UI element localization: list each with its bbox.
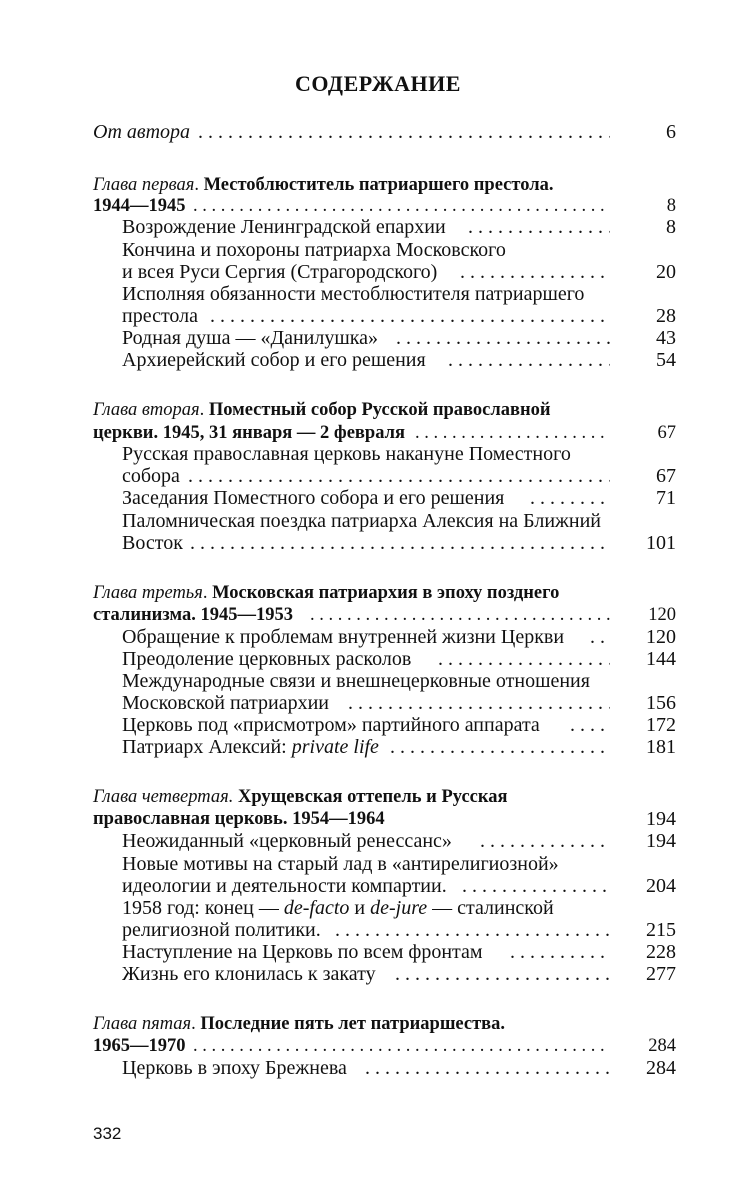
- page-num: 28: [656, 305, 676, 327]
- toc-entry[interactable]: [0, 326, 756, 350]
- toc-entry-cont[interactable]: [0, 531, 756, 555]
- page-num: 194: [646, 808, 676, 830]
- dot-leader: [188, 464, 610, 488]
- dot-leader: [390, 735, 610, 759]
- entry-text: престола: [122, 305, 199, 327]
- toc-entry[interactable]: [0, 625, 756, 649]
- dot-leader: [480, 829, 610, 853]
- entry-text: Церковь в эпоху Брежнева: [122, 1057, 347, 1079]
- entry-text: Паломническая поездка патриарха Алексия на Ближний: [122, 510, 601, 532]
- toc-entry-cont[interactable]: [0, 260, 756, 284]
- toc-entry[interactable]: [0, 486, 756, 510]
- chapter-label: Глава первая: [93, 175, 195, 195]
- chapter-title: сталинизма. 1945—1953: [93, 605, 293, 625]
- page-num: 120: [646, 626, 676, 648]
- page-num: 101: [646, 532, 676, 554]
- chapter-heading-cont[interactable]: [0, 1034, 756, 1058]
- chapter-page-row: [0, 807, 756, 831]
- chapter-title: церкви. 1945, 31 января — 2 февраля: [93, 423, 406, 443]
- entry-text: идеологии и деятельности компартии.: [122, 875, 447, 897]
- toc-entry[interactable]: [0, 348, 756, 372]
- entry-text: Преодоление церковных расколов: [122, 648, 412, 670]
- chapter-heading[interactable]: Глава вторая. Поместный собор Русской православной: [93, 400, 551, 420]
- chapter-heading[interactable]: Глава третья. Московская патриархия в эпоху позднего: [93, 583, 560, 603]
- toc-entry[interactable]: [0, 962, 756, 986]
- entry-text: Обращение к проблемам внутренней жизни Церкви: [122, 626, 565, 648]
- chapter-title: 1944—1945: [93, 196, 186, 216]
- chapter-title: 1965—1970: [93, 1036, 186, 1056]
- dot-leader: [310, 603, 610, 627]
- chapter-label: Глава вторая: [93, 400, 200, 420]
- dot-leader: [395, 962, 610, 986]
- toc-entry-cont[interactable]: [0, 304, 756, 328]
- toc-entry[interactable]: [0, 215, 756, 239]
- chapter-label: Глава пятая: [93, 1014, 192, 1034]
- dot-leader: [468, 215, 610, 239]
- page-num: 215: [646, 919, 676, 941]
- entry-text: Русская православная церковь накануне Поместного: [122, 443, 571, 465]
- entry-text: Родная душа — «Данилушка»: [122, 327, 379, 349]
- dot-leader: [348, 691, 610, 715]
- dot-leader: [590, 625, 610, 649]
- entry-text: и: [354, 897, 366, 919]
- dot-leader: [335, 918, 610, 942]
- entry-text: собора: [122, 465, 180, 487]
- page-num: 8: [666, 216, 676, 238]
- chapter-title: Хрущевская оттепель и Русская: [237, 787, 508, 807]
- page-num: 277: [646, 963, 676, 985]
- toc-entry[interactable]: [0, 940, 756, 964]
- entry-text: Международные связи и внешнецерковные отношения: [122, 670, 590, 692]
- entry-text: Исполняя обязанности местоблюстителя патриаршего: [122, 283, 585, 305]
- entry-text: Новые мотивы на старый лад в «антирелигиозной»: [122, 853, 559, 875]
- page-num: 8: [666, 196, 676, 216]
- toc-entry[interactable]: [0, 509, 756, 533]
- page-num: 172: [646, 714, 676, 736]
- toc-entry[interactable]: [0, 829, 756, 853]
- page-num: 6: [666, 121, 676, 143]
- toc-entry[interactable]: [0, 896, 756, 920]
- toc-entry[interactable]: [0, 1056, 756, 1080]
- toc-entry-cont[interactable]: [0, 918, 756, 942]
- entry-text: — сталинской: [432, 897, 554, 919]
- entry-text: Неожиданный «церковный ренессанс»: [122, 830, 452, 852]
- page-num: 43: [656, 327, 676, 349]
- entry-text: Заседания Поместного собора и его решения: [122, 487, 505, 509]
- page-num: 67: [657, 423, 676, 443]
- page-num: 71: [656, 487, 676, 509]
- chapter-label: Глава четвертая.: [93, 787, 234, 807]
- chapter-title: Местоблюститель патриаршего престола.: [203, 175, 554, 195]
- dot-leader: [530, 486, 610, 510]
- page-num: 284: [646, 1057, 676, 1079]
- page-num: 156: [646, 692, 676, 714]
- dot-leader: [365, 1056, 610, 1080]
- toc-entry[interactable]: [0, 852, 756, 876]
- toc-entry[interactable]: [0, 735, 756, 759]
- toc-entry-cont[interactable]: [0, 874, 756, 898]
- toc-entry[interactable]: [0, 282, 756, 306]
- chapter-title: Московская патриархия в эпоху позднего: [212, 583, 560, 603]
- page-num: 20: [656, 261, 676, 283]
- dot-leader: [570, 713, 610, 737]
- page-num: 194: [646, 830, 676, 852]
- dot-leader: [190, 531, 610, 555]
- dot-leader: [198, 120, 610, 144]
- page-num: 120: [648, 605, 676, 625]
- chapter-label: Глава третья: [93, 583, 203, 603]
- page-num: 181: [646, 736, 676, 758]
- entry-text: религиозной политики.: [122, 919, 321, 941]
- page-num: 67: [656, 465, 676, 487]
- entry-text: Восток: [122, 532, 183, 554]
- entry-text-italic: private life: [291, 736, 379, 758]
- entry-text: Кончина и похороны патриарха Московского: [122, 239, 506, 261]
- page-num: 228: [646, 941, 676, 963]
- toc-entry-cont[interactable]: [0, 691, 756, 715]
- dot-leader: [462, 874, 610, 898]
- dot-leader: [210, 304, 610, 328]
- toc-entry[interactable]: [0, 647, 756, 671]
- toc-entry[interactable]: [0, 442, 756, 466]
- entry-text: 1958 год: конец —: [122, 897, 279, 919]
- toc-entry[interactable]: [0, 669, 756, 693]
- entry-text: Патриарх Алексий:: [122, 736, 287, 758]
- chapter-heading[interactable]: [0, 785, 756, 809]
- chapter-title: Последние пять лет патриаршества.: [200, 1014, 506, 1034]
- toc-entry-author[interactable]: [0, 120, 756, 144]
- chapter-heading[interactable]: Глава пятая. Последние пять лет патриаршества.: [93, 1014, 506, 1034]
- page-num: 54: [656, 349, 676, 371]
- dot-leader: [438, 647, 610, 671]
- entry-text-italic: de-jure: [370, 897, 428, 919]
- chapter-title: православная церковь. 1954—1964: [93, 809, 385, 829]
- chapter-heading[interactable]: Глава первая. Местоблюститель патриаршего престола.: [93, 175, 554, 195]
- entry-text: Жизнь его клонилась к закату: [122, 963, 376, 985]
- page-num: 144: [646, 648, 676, 670]
- page-number: 332: [93, 1124, 122, 1143]
- dot-leader: [460, 260, 610, 284]
- chapter-title: Поместный собор Русской православной: [208, 400, 551, 420]
- dot-leader: [193, 1034, 610, 1058]
- page-num: 204: [646, 875, 676, 897]
- entry-text: Архиерейский собор и его решения: [122, 349, 426, 371]
- entry-text-italic: de-facto: [283, 897, 350, 919]
- entry-text: и всея Руси Сергия (Страгородского): [122, 261, 438, 283]
- entry-text: От автора: [93, 121, 191, 143]
- page-title: СОДЕРЖАНИЕ: [295, 71, 461, 96]
- entry-text: Московской патриархии: [122, 692, 330, 714]
- entry-text: Церковь под «присмотром» партийного аппарата: [122, 714, 540, 736]
- chapter-heading-cont[interactable]: [0, 603, 756, 627]
- dot-leader: [448, 348, 610, 372]
- entry-text: Возрождение Ленинградской епархии: [122, 216, 446, 238]
- page-num: 284: [648, 1036, 676, 1056]
- entry-text: Наступление на Церковь по всем фронтам: [122, 941, 483, 963]
- toc-entry[interactable]: [0, 238, 756, 262]
- toc-entry[interactable]: [0, 713, 756, 737]
- dot-leader: [396, 326, 610, 350]
- toc-entry-cont[interactable]: [0, 464, 756, 488]
- dot-leader: [510, 940, 610, 964]
